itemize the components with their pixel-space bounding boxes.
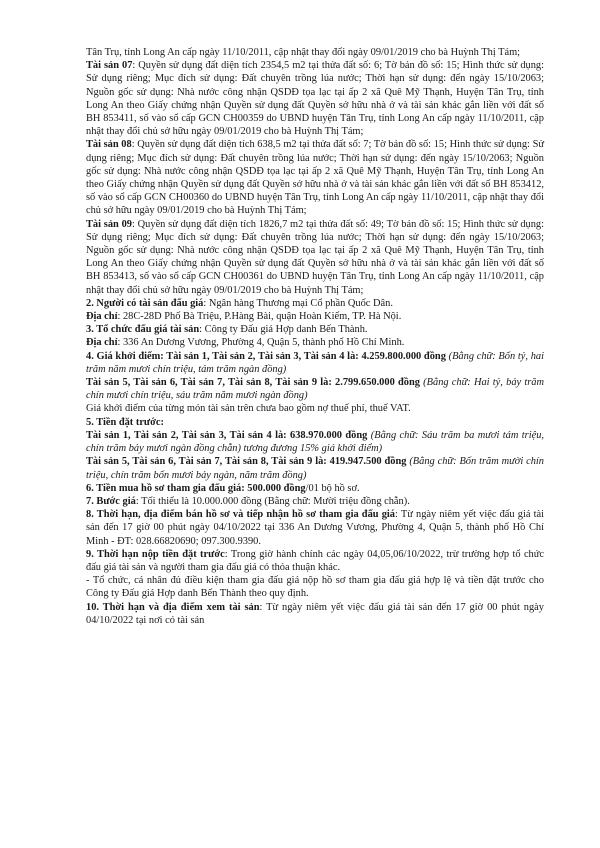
document-page <box>86 46 544 627</box>
section-3-address-text: : 336 An Dương Vương, Phường 4, Quận 5, thành phố Hồ Chí Minh. <box>117 337 405 349</box>
section-3-address <box>86 336 544 349</box>
section-3-text: : Công ty Đấu giá Hợp danh Bến Thành. <box>199 324 368 336</box>
section-5-deposit-2 <box>86 455 544 481</box>
section-6-text: /01 bộ hồ sơ. <box>305 482 360 494</box>
section-9-note: - Tổ chức, cá nhân đủ điều kiện tham gia đấu giá nộp hồ sơ tham gia đấu giá hợp lệ và tiền đặt trước cho Công ty Đấu giá Hợp danh Bến Thành theo quy định. <box>86 575 544 600</box>
section-4-words-2: (Bằng chữ: Hai tỷ, bảy trăm chín mươi chín triệu, sáu trăm năm mươi ngàn đồng) <box>86 377 544 402</box>
section-6-dossier-fee <box>86 482 544 495</box>
section-10-viewing <box>86 601 544 627</box>
section-4-label: 4. Giá khởi điểm: Tài sản 1, Tài sản 2, Tài sản 3, Tài sản 4 là: 4.259.800.000 đồng <box>86 350 446 362</box>
section-9-deposit-period <box>86 548 544 574</box>
asset-07-text: : Quyền sử dụng đất diện tích 2354,5 m2 tại thửa đất số: 6; Tờ bản đồ số: 15; Hình thức sử dụng: Sử dụng riêng; Mục đích sử dụng: Đất chuyên trồng lúa nước; Thời hạn sử dụng: đến ngày 15/10/2063; Nguồn gốc sử dụng: Nhà nước công nhận QSDĐ tọa lạc tại ấp 2 xã Quê Mỹ Thạnh, Huyện Tân Trụ, tỉnh Long An theo Giấy chứng nhận Quyền sử dụng đất Quyền sở hữu nhà ở và tài sản khác gắn liền với đất số BH 853411, số vào sổ cấp GCN CH00359 do UBND huyện Tân Trụ, tỉnh Long An cấp ngày 11/10/2011, cập nhật thay đổi chủ sở hữu ngày 09/01/2019 cho bà Huỳnh Thị Tám; <box>86 60 544 138</box>
section-10-label: 10. Thời hạn và địa điểm xem tài sản <box>86 601 260 613</box>
section-4-label-2: Tài sản 5, Tài sản 6, Tài sản 7, Tài sản 8, Tài sản 9 là: 2.799.650.000 đồng <box>86 377 420 389</box>
asset-09-paragraph <box>86 218 544 297</box>
intro-paragraph: Tân Trụ, tỉnh Long An cấp ngày 11/10/2011, cập nhật thay đổi ngày 09/01/2019 cho bà Huỳnh Thị Tám; <box>86 47 521 58</box>
asset-07-label: Tài sản 07 <box>86 60 133 72</box>
section-4-words: (Bằng chữ: Bốn tỷ, hai trăm năm mươi chín triệu, tám trăm ngàn đồng) <box>86 350 544 375</box>
section-3-organizer <box>86 323 544 336</box>
section-10-text: : Từ ngày niêm yết việc đấu giá tài sản đến 17 giờ 00 phút ngày 04/10/2022 tại nơi có tài sản <box>86 601 544 626</box>
section-4-starting-price <box>86 350 544 376</box>
section-8-text: : Từ ngày niêm yết việc đấu giá tài sản đến 17 giờ 00 phút ngày 04/10/2022 tại 336 An Dương Vương, Phường 4, Quận 5, thành phố Hồ Chí Minh - ĐT: 028.66820690; 097.300.9390. <box>86 509 545 547</box>
section-2-owner <box>86 297 544 310</box>
section-9-text: : Trong giờ hành chính các ngày 04,05,06/10/2022, trừ trường hợp tổ chức đấu giá tài sản và người tham gia đấu giá có thỏa thuận khác. <box>86 548 544 573</box>
section-5-deposit-1 <box>86 429 544 455</box>
section-3-address-label: Địa chỉ <box>86 337 118 349</box>
asset-07-paragraph <box>86 59 544 138</box>
section-5-deposit-2-words: (Bằng chữ: Bốn trăm mười chín triệu, chín trăm bốn mươi bảy ngàn, năm trăm đồng) <box>86 456 544 481</box>
section-5-deposit-1-label: Tài sản 1, Tài sản 2, Tài sản 3, Tài sản 4 là: 638.970.000 đồng <box>86 429 368 441</box>
section-6-label: 6. Tiền mua hồ sơ tham gia đấu giá: 500.000 đồng <box>86 482 306 494</box>
section-7-label: 7. Bước giá <box>86 495 136 507</box>
section-5-deposit-1-words: (Bằng chữ: Sáu trăm ba mươi tám triệu, chín trăm bảy mươi ngàn đồng chẵn) tương đương 15% giá khởi điểm) <box>86 429 544 455</box>
section-2-address-text: : 28C-28D Phố Bà Triệu, P.Hàng Bài, quận Hoàn Kiếm, TP. Hà Nội. <box>117 311 402 323</box>
section-9-label: 9. Thời hạn nộp tiền đặt trước <box>86 548 225 560</box>
asset-09-label: Tài sản 09 <box>86 218 132 230</box>
section-8-dossier-period <box>86 508 544 548</box>
section-4-note: Giá khởi điểm của từng món tài sản trên chưa bao gồm nợ thuế phí, thuế VAT. <box>86 403 411 415</box>
asset-08-paragraph <box>86 138 544 217</box>
asset-08-label: Tài sản 08 <box>86 139 132 151</box>
section-4-starting-price-2 <box>86 376 544 402</box>
asset-08-text: : Quyền sử dụng đất diện tích 638,5 m2 tại thửa đất số: 7; Tờ bản đồ số: 15; Hình thức sử dụng: Sử dụng riêng; Mục đích sử dụng: Đất chuyên trồng lúa nước; Thời hạn sử dụng: đến ngày 15/10/2063; Nguồn gốc sử dụng: Nhà nước công nhận QSDĐ tọa lạc tại ấp 2 xã Quê Mỹ Thạnh, Huyện Tân Trụ, tỉnh Long An theo Giấy chứng nhận Quyền sử dụng đất Quyền sở hữu nhà ở và tài sản khác gắn liền với đất số BH 853412, số vào sổ cấp GCN CH00360 do UBND huyện Tân Trụ, tỉnh Long An cấp ngày 11/10/2011, cập nhật thay đổi chủ sở hữu ngày 09/01/2019 cho bà Huỳnh Thị Tám; <box>86 139 544 217</box>
section-8-label: 8. Thời hạn, địa điểm bán hồ sơ và tiếp nhận hồ sơ tham gia đấu giá <box>86 509 395 521</box>
section-7-bid-step <box>86 495 544 508</box>
section-2-text: : Ngân hàng Thương mại Cổ phần Quốc Dân. <box>203 297 393 309</box>
section-3-label: 3. Tổ chức đấu giá tài sản <box>86 324 200 336</box>
section-7-text: : Tối thiểu là 10.000.000 đồng (Bằng chữ: Mười triệu đồng chẵn). <box>135 495 410 507</box>
section-2-label: 2. Người có tài sản đấu giá <box>86 297 204 309</box>
asset-09-text: : Quyền sử dụng đất diện tích 1826,7 m2 tại thửa đất số: 49; Tờ bản đồ số: 15; Hình thức sử dụng: Sử dụng riêng; Mục đích sử dụng: Đất chuyên trồng lúa nước; Thời hạn sử dụng: đến ngày 15/10/2063; Nguồn gốc sử dụng: Nhà nước công nhận QSDĐ tọa lạc tại ấp 2 xã Quê Mỹ Thạnh, Huyện Tân Trụ, tỉnh Long An theo Giấy chứng nhận Quyền sử dụng đất Quyền sở hữu nhà ở và tài sản khác gắn liền với đất số BH 853413, số vào sổ cấp GCN CH00361 do UBND huyện Tân Trụ, tỉnh Long An cấp ngày 11/10/2011, cập nhật thay đổi chủ sở hữu ngày 09/01/2019 cho bà Huỳnh Thị Tám; <box>86 218 545 296</box>
section-5-label: 5. Tiền đặt trước: <box>86 416 164 428</box>
section-2-address-label: Địa chỉ <box>86 311 118 323</box>
section-2-address <box>86 310 544 323</box>
section-5-deposit-2-label: Tài sản 5, Tài sản 6, Tài sản 7, Tài sản 8, Tài sản 9 là: 419.947.500 đồng <box>86 456 407 468</box>
